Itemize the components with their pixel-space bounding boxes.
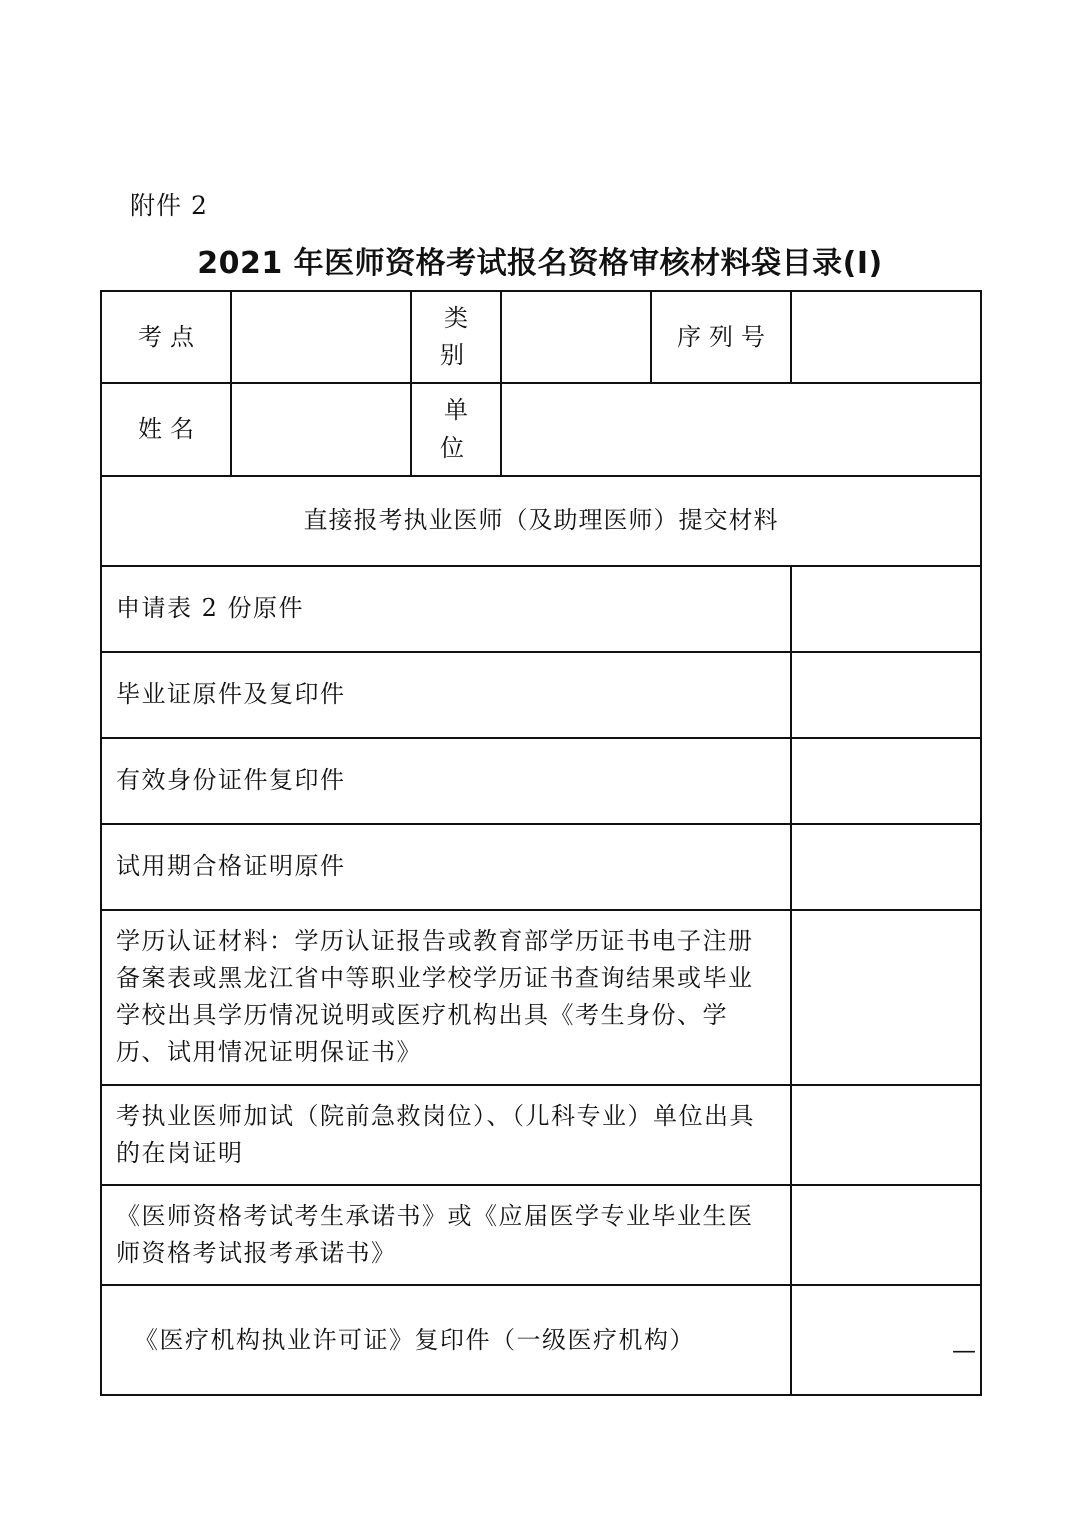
material-checklist-table: [100, 290, 982, 1396]
field-label-serial-number: 序列号: [651, 291, 791, 383]
section-title: 直接报考执业医师（及助理医师）提交材料: [101, 476, 981, 566]
field-label-name: 姓名: [101, 383, 231, 475]
field-label-exam-site: 考点: [101, 291, 231, 383]
field-value-exam-site[interactable]: [231, 291, 411, 383]
item-label: 《医疗机构执业许可证》复印件（一级医疗机构）: [101, 1285, 791, 1395]
field-label-work-unit: 单位: [411, 383, 501, 475]
item-label: 《医师资格考试考生承诺书》或《应届医学专业毕业生医师资格考试报考承诺书》: [101, 1185, 791, 1285]
field-value-serial-number[interactable]: [791, 291, 981, 383]
table-row: [101, 824, 981, 910]
item-check-box[interactable]: [791, 1085, 981, 1185]
item-label: 申请表 2 份原件: [101, 566, 791, 652]
item-label: 毕业证原件及复印件: [101, 652, 791, 738]
table-row: [101, 738, 981, 824]
item-check-box[interactable]: [791, 1185, 981, 1285]
page-marker: —: [952, 1336, 976, 1364]
item-check-box[interactable]: [791, 824, 981, 910]
item-check-box[interactable]: [791, 910, 981, 1085]
table-row-header-1: [101, 291, 981, 383]
item-check-box[interactable]: [791, 652, 981, 738]
table-row: [101, 652, 981, 738]
table-row: [101, 1285, 981, 1395]
item-label: 有效身份证件复印件: [101, 738, 791, 824]
field-value-name[interactable]: [231, 383, 411, 475]
table-row-section-title: [101, 476, 981, 566]
table-row-header-2: [101, 383, 981, 475]
item-label: 学历认证材料：学历认证报告或教育部学历证书电子注册备案表或黑龙江省中等职业学校学历证书查询结果或毕业学校出具学历情况说明或医疗机构出具《考生身份、学历、试用情况证明保证书》: [101, 910, 791, 1085]
item-check-box[interactable]: [791, 738, 981, 824]
field-value-work-unit[interactable]: [501, 383, 981, 475]
table-row: [101, 1185, 981, 1285]
attachment-label: 附件 2: [130, 191, 208, 220]
field-value-category[interactable]: [501, 291, 651, 383]
item-label: 试用期合格证明原件: [101, 824, 791, 910]
table-row: [101, 566, 981, 652]
item-check-box[interactable]: [791, 566, 981, 652]
table-row: [101, 1085, 981, 1185]
item-label: 考执业医师加试（院前急救岗位）、（儿科专业）单位出具的在岗证明: [101, 1085, 791, 1185]
table-row: [101, 910, 981, 1085]
field-label-category: 类别: [411, 291, 501, 383]
page-title: 2021 年医师资格考试报名资格审核材料袋目录(I): [197, 246, 883, 281]
